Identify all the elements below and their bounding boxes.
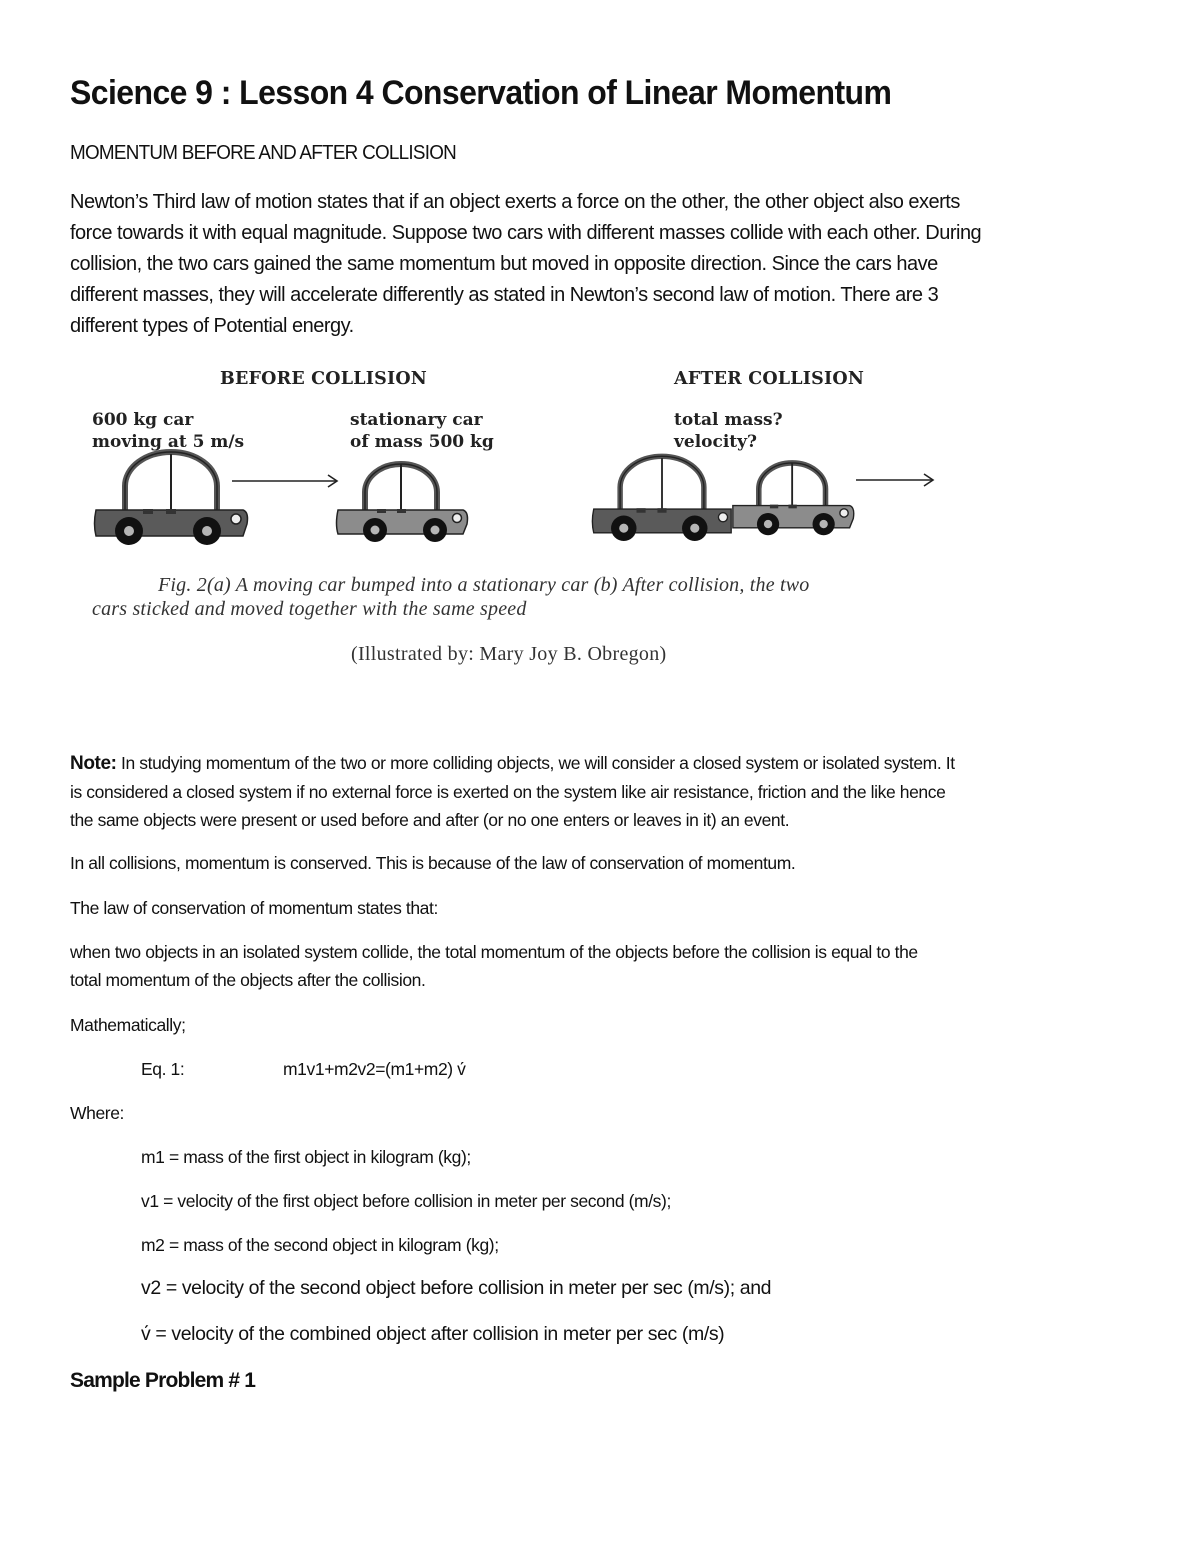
intro-paragraph — [70, 187, 1150, 342]
page-title: Science 9 : Lesson 4 Conservation of Linear Momentum — [70, 74, 892, 112]
variable-definition: v2 = velocity of the second object before collision in meter per sec (m/s); and — [141, 1277, 772, 1299]
intro-line: Newton’s Third law of motion states that if an object exerts a force on the other, the other object also exerts — [70, 191, 960, 213]
heavy-car-after-icon — [591, 452, 733, 548]
note-line — [70, 749, 955, 778]
mathematically-label: Mathematically; — [70, 1015, 186, 1035]
variable-definition: m1 = mass of the first object in kilogram (kg); — [141, 1147, 471, 1167]
car1-label — [92, 409, 244, 453]
before-collision-heading: BEFORE COLLISION — [220, 369, 428, 389]
car2-label — [350, 409, 494, 453]
note-paragraph — [70, 749, 955, 834]
note-label: Note: — [70, 753, 117, 774]
car2-label-state: stationary car — [350, 410, 483, 430]
after-label — [674, 409, 783, 453]
where-label: Where: — [70, 1103, 125, 1123]
intro-line: collision, the two cars gained the same momentum but moved in opposite direction. Since the cars have — [70, 253, 938, 275]
light-car-after-icon — [731, 458, 857, 542]
intro-line: different masses, they will accelerate differently as stated in Newton’s second law of motion. There are 3 — [70, 284, 939, 306]
figure-credit: (Illustrated by: Mary Joy B. Obregon) — [351, 643, 667, 665]
note-text: In studying momentum of the two or more colliding objects, we will consider a closed system or isolated system. It — [116, 753, 955, 773]
car2-label-mass: of mass 500 kg — [350, 432, 494, 452]
variable-definition: v́ = velocity of the combined object after collision in meter per sec (m/s) — [141, 1323, 725, 1345]
variable-definition: m2 = mass of the second object in kilogram (kg); — [141, 1235, 499, 1255]
figure-caption-line2: cars sticked and moved together with the same speed — [92, 598, 527, 620]
motion-arrow-icon — [232, 474, 342, 488]
law-intro: The law of conservation of momentum states that: — [70, 898, 438, 918]
heavy-car-icon — [93, 452, 249, 548]
combined-motion-arrow-icon — [856, 473, 936, 487]
car1-label-mass: 600 kg car — [92, 410, 194, 430]
equation-label: Eq. 1: — [141, 1059, 185, 1079]
light-car-icon — [335, 462, 471, 546]
car1-label-speed: moving at 5 m/s — [92, 432, 245, 452]
after-label-mass: total mass? — [674, 410, 783, 430]
after-collision-heading: AFTER COLLISION — [674, 369, 865, 389]
figure-caption-line1: Fig. 2(a) A moving car bumped into a stationary car (b) After collision, the two — [158, 574, 810, 596]
after-label-velocity: velocity? — [674, 432, 757, 452]
section-heading: MOMENTUM BEFORE AND AFTER COLLISION — [70, 141, 457, 164]
law-definition — [70, 938, 918, 994]
note-line: is considered a closed system if no external force is exerted on the system like air resistance, friction and the like hence — [70, 782, 946, 802]
law-definition-line: when two objects in an isolated system collide, the total momentum of the objects before the collision is equal to the — [70, 942, 918, 962]
note-line: the same objects were present or used before and after (or no one enters or leaves in it) an event. — [70, 810, 790, 830]
sample-problem-heading: Sample Problem # 1 — [70, 1369, 256, 1392]
intro-line: different types of Potential energy. — [70, 315, 354, 337]
conservation-statement: In all collisions, momentum is conserved. This is because of the law of conservation of momentum. — [70, 853, 796, 873]
equation-formula: m1v1+m2v2=(m1+m2) v́ — [283, 1059, 466, 1079]
law-definition-line: total momentum of the objects after the collision. — [70, 970, 426, 990]
intro-line: force towards it with equal magnitude. Suppose two cars with different masses collide with each other. During — [70, 222, 982, 244]
variable-definition: v1 = velocity of the first object before collision in meter per second (m/s); — [141, 1191, 671, 1211]
